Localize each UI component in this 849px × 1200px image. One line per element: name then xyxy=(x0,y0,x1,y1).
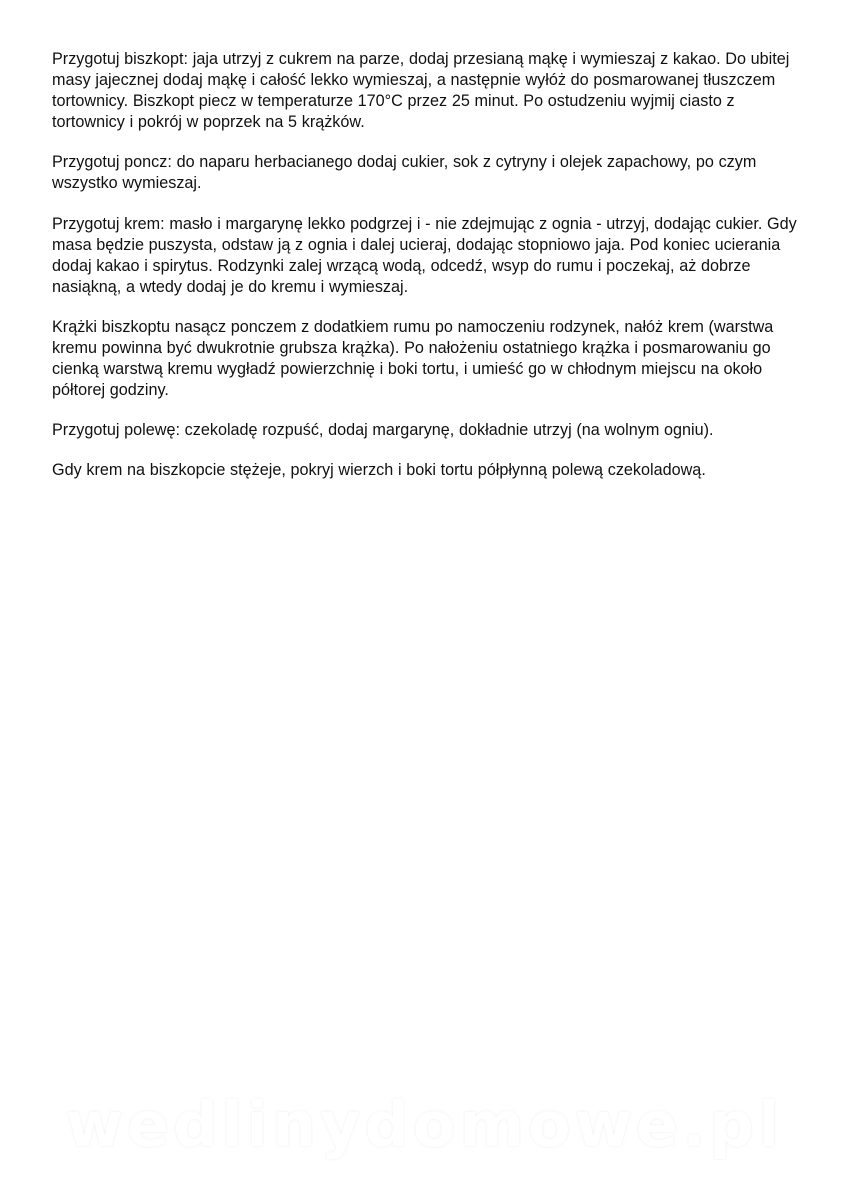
watermark: wedlinydomowe.pl xyxy=(65,1088,784,1161)
paragraph-polewa: Przygotuj polewę: czekoladę rozpuść, dodaj margarynę, dokładnie utrzyj (na wolnym ogniu). xyxy=(52,421,714,440)
recipe-instructions xyxy=(52,49,800,501)
paragraph-poncz: Przygotuj poncz: do naparu herbacianego dodaj cukier, sok z cytryny i olejek zapachowy, po czym wszystko wymieszaj. xyxy=(52,153,757,193)
paragraph-wykonczenie: Gdy krem na biszkopcie stężeje, pokryj wierzch i boki tortu półpłynną polewą czekoladową. xyxy=(52,461,706,480)
paragraph-skladanie: Krążki biszkoptu nasącz ponczem z dodatkiem rumu po namoczeniu rodzynek, nałóż krem (warstwa kremu powinna być dwukrotnie grubsza krążka). Po nałożeniu ostatniego krążka i posmarowaniu go cienką warstwą kremu wygładź powierzchnię i boki tortu, i umieść go w chłodnym miejscu na około półtorej godziny. xyxy=(52,317,774,400)
paragraph-biszkopt: Przygotuj biszkopt: jaja utrzyj z cukrem na parze, dodaj przesianą mąkę i wymieszaj z kakao. Do ubitej masy jajecznej dodaj mąkę i całość lekko wymieszaj, a następnie wyłóż do posmarowanej tłuszczem tortownicy. Biszkopt piecz w temperaturze 170°C przez 25 minut. Po ostudzeniu wyjmij ciasto z tortownicy i pokrój w poprzek na 5 krążków. xyxy=(52,50,790,132)
paragraph-krem: Przygotuj krem: masło i margarynę lekko podgrzej i - nie zdejmując z ognia - utrzyj, dodając cukier. Gdy masa będzie puszysta, odstaw ją z ognia i dalej ucieraj, dodając stopniowo jaja. Pod koniec ucierania dodaj kakao i spirytus. Rodzynki zalej wrzącą wodą, odcedź, wsyp do rumu i poczekaj, aż dobrze nasiąkną, a wtedy dodaj je do kremu i wymieszaj. xyxy=(52,214,797,296)
